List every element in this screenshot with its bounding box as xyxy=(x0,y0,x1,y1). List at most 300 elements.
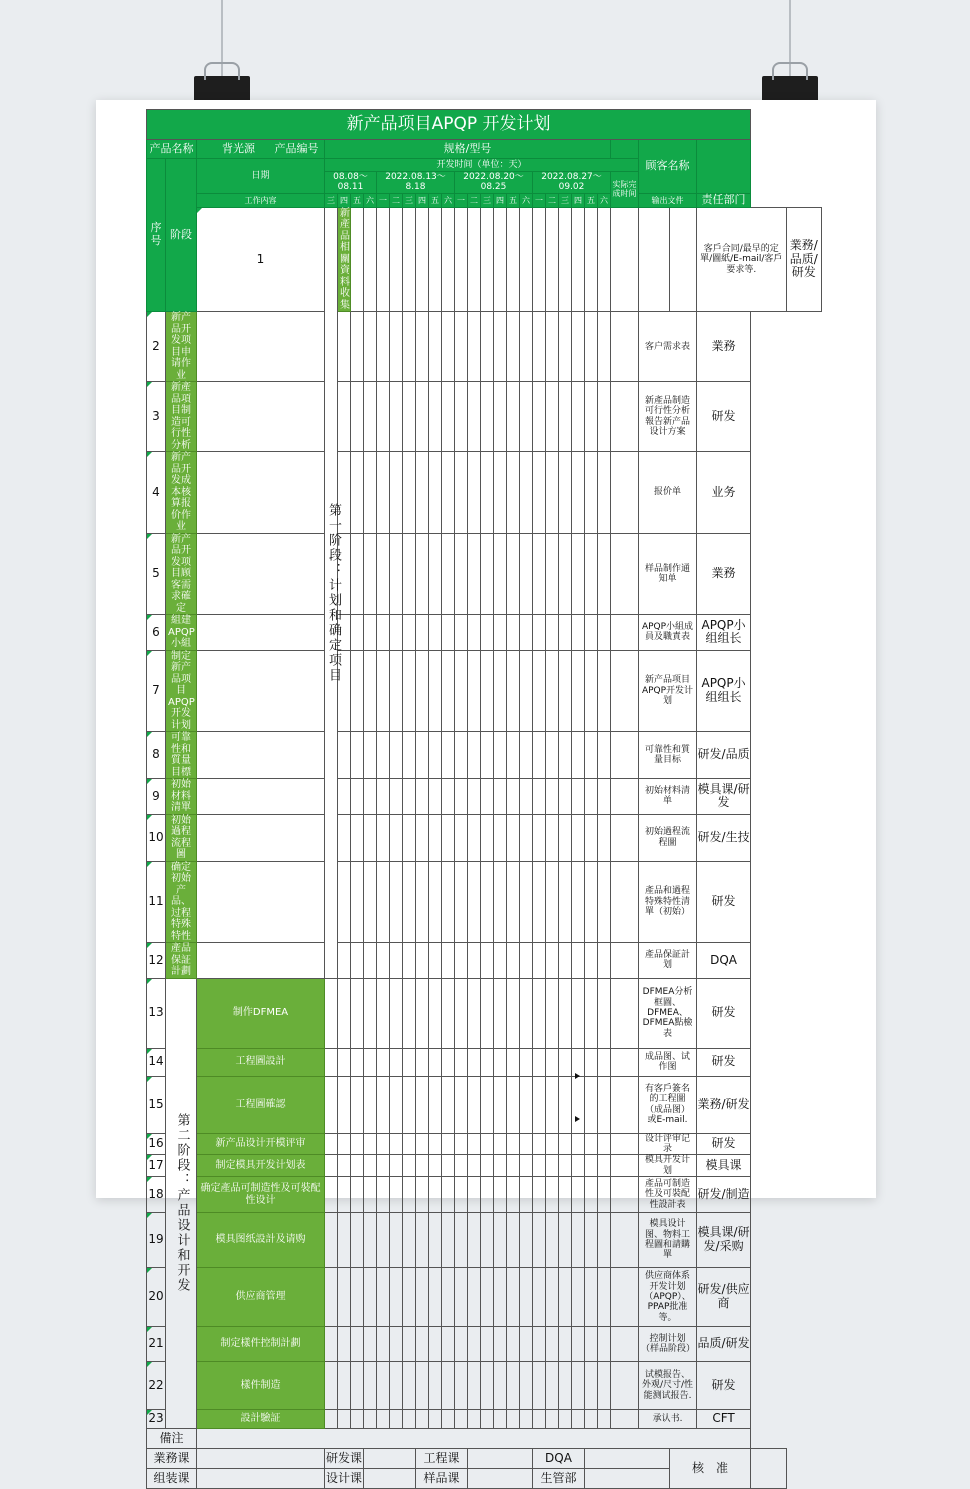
schedule-cell[interactable] xyxy=(390,732,403,779)
schedule-cell[interactable] xyxy=(468,452,481,534)
actual-cell[interactable] xyxy=(611,732,639,779)
schedule-cell[interactable] xyxy=(598,861,611,943)
schedule-cell[interactable] xyxy=(416,1327,429,1362)
schedule-cell[interactable] xyxy=(364,943,377,979)
schedule-cell[interactable] xyxy=(546,382,559,452)
schedule-cell[interactable] xyxy=(520,1410,533,1429)
signoff-signature[interactable] xyxy=(364,1469,416,1489)
schedule-cell[interactable] xyxy=(455,861,468,943)
schedule-cell[interactable] xyxy=(572,1076,585,1133)
schedule-cell[interactable] xyxy=(429,1362,442,1410)
schedule-cell[interactable] xyxy=(429,452,442,534)
schedule-cell[interactable] xyxy=(377,650,390,732)
schedule-cell[interactable] xyxy=(351,978,364,1048)
schedule-cell[interactable] xyxy=(442,779,455,815)
schedule-cell[interactable] xyxy=(468,382,481,452)
schedule-cell[interactable] xyxy=(390,650,403,732)
schedule-cell[interactable] xyxy=(442,1362,455,1410)
schedule-cell[interactable] xyxy=(481,1048,494,1076)
schedule-cell[interactable] xyxy=(377,615,390,651)
schedule-cell[interactable] xyxy=(572,978,585,1048)
schedule-cell[interactable] xyxy=(585,1268,598,1327)
schedule-cell[interactable] xyxy=(377,452,390,534)
actual-cell[interactable] xyxy=(611,452,639,534)
schedule-cell[interactable] xyxy=(520,207,533,312)
schedule-cell[interactable] xyxy=(533,1410,546,1429)
schedule-cell[interactable] xyxy=(416,861,429,943)
schedule-cell[interactable] xyxy=(442,1076,455,1133)
schedule-cell[interactable] xyxy=(533,978,546,1048)
schedule-cell[interactable] xyxy=(351,861,364,943)
schedule-cell[interactable] xyxy=(403,1133,416,1155)
schedule-cell[interactable] xyxy=(429,814,442,861)
actual-cell[interactable] xyxy=(611,1327,639,1362)
schedule-cell[interactable] xyxy=(455,779,468,815)
schedule-cell[interactable] xyxy=(546,452,559,534)
schedule-cell[interactable] xyxy=(598,1327,611,1362)
schedule-cell[interactable] xyxy=(559,814,572,861)
schedule-cell[interactable] xyxy=(507,1213,520,1268)
signoff-signature[interactable] xyxy=(364,1449,416,1469)
schedule-cell[interactable] xyxy=(598,1213,611,1268)
schedule-cell[interactable] xyxy=(377,1268,390,1327)
schedule-cell[interactable] xyxy=(338,732,351,779)
schedule-cell[interactable] xyxy=(559,861,572,943)
schedule-cell[interactable] xyxy=(364,452,377,534)
schedule-cell[interactable] xyxy=(468,732,481,779)
schedule-cell[interactable] xyxy=(559,1177,572,1213)
schedule-cell[interactable] xyxy=(429,1410,442,1429)
schedule-cell[interactable] xyxy=(351,1410,364,1429)
schedule-cell[interactable] xyxy=(533,1048,546,1076)
schedule-cell[interactable] xyxy=(585,452,598,534)
schedule-cell[interactable] xyxy=(403,1268,416,1327)
schedule-cell[interactable] xyxy=(468,1362,481,1410)
actual-cell[interactable] xyxy=(611,1076,639,1133)
schedule-cell[interactable] xyxy=(533,1177,546,1213)
schedule-cell[interactable] xyxy=(390,452,403,534)
schedule-cell[interactable] xyxy=(364,1213,377,1268)
schedule-cell[interactable] xyxy=(325,1076,338,1133)
schedule-cell[interactable] xyxy=(390,1362,403,1410)
schedule-cell[interactable] xyxy=(481,1076,494,1133)
schedule-cell[interactable] xyxy=(559,1076,572,1133)
schedule-cell[interactable] xyxy=(533,1213,546,1268)
schedule-cell[interactable] xyxy=(455,650,468,732)
schedule-cell[interactable] xyxy=(390,943,403,979)
schedule-cell[interactable] xyxy=(377,1177,390,1213)
schedule-cell[interactable] xyxy=(364,1076,377,1133)
schedule-cell[interactable] xyxy=(338,943,351,979)
schedule-cell[interactable] xyxy=(598,1076,611,1133)
schedule-cell[interactable] xyxy=(197,615,325,651)
schedule-cell[interactable] xyxy=(390,1155,403,1177)
schedule-cell[interactable] xyxy=(325,1327,338,1362)
schedule-cell[interactable] xyxy=(338,861,351,943)
schedule-cell[interactable] xyxy=(494,943,507,979)
schedule-cell[interactable] xyxy=(325,1410,338,1429)
task-cell[interactable]: 設計驗証 xyxy=(197,1410,325,1429)
schedule-cell[interactable] xyxy=(403,1155,416,1177)
schedule-cell[interactable] xyxy=(572,861,585,943)
schedule-cell[interactable] xyxy=(598,1048,611,1076)
schedule-cell[interactable] xyxy=(390,1076,403,1133)
schedule-cell[interactable] xyxy=(572,1268,585,1327)
schedule-cell[interactable] xyxy=(416,1177,429,1213)
schedule-cell[interactable] xyxy=(364,615,377,651)
schedule-cell[interactable] xyxy=(442,943,455,979)
schedule-cell[interactable] xyxy=(338,1177,351,1213)
schedule-cell[interactable] xyxy=(481,1155,494,1177)
customer-value[interactable] xyxy=(697,140,751,194)
schedule-cell[interactable] xyxy=(520,615,533,651)
actual-cell[interactable] xyxy=(611,1048,639,1076)
schedule-cell[interactable] xyxy=(377,1213,390,1268)
schedule-cell[interactable] xyxy=(546,1177,559,1213)
schedule-cell[interactable] xyxy=(520,452,533,534)
schedule-cell[interactable] xyxy=(598,207,611,312)
schedule-cell[interactable] xyxy=(507,943,520,979)
schedule-cell[interactable] xyxy=(390,1133,403,1155)
schedule-cell[interactable] xyxy=(338,382,351,452)
schedule-cell[interactable] xyxy=(442,1213,455,1268)
schedule-cell[interactable] xyxy=(507,1133,520,1155)
schedule-cell[interactable] xyxy=(611,207,639,312)
task-cell[interactable]: 新产品设计开模评审 xyxy=(197,1133,325,1155)
schedule-cell[interactable] xyxy=(481,1133,494,1155)
task-cell[interactable]: 初始材料清單 xyxy=(166,779,197,815)
schedule-cell[interactable] xyxy=(377,1410,390,1429)
schedule-cell[interactable] xyxy=(416,1410,429,1429)
schedule-cell[interactable] xyxy=(598,1268,611,1327)
schedule-cell[interactable] xyxy=(481,1327,494,1362)
schedule-cell[interactable] xyxy=(429,1076,442,1133)
schedule-cell[interactable] xyxy=(598,978,611,1048)
schedule-cell[interactable] xyxy=(468,650,481,732)
schedule-cell[interactable] xyxy=(598,1410,611,1429)
schedule-cell[interactable] xyxy=(351,1155,364,1177)
schedule-cell[interactable] xyxy=(364,312,377,382)
schedule-cell[interactable] xyxy=(442,814,455,861)
actual-cell[interactable] xyxy=(611,1268,639,1327)
schedule-cell[interactable] xyxy=(494,1327,507,1362)
schedule-cell[interactable] xyxy=(481,1177,494,1213)
task-cell[interactable]: 新产品开发项目申请作业 xyxy=(166,312,197,382)
schedule-cell[interactable] xyxy=(364,978,377,1048)
schedule-cell[interactable] xyxy=(364,1155,377,1177)
schedule-cell[interactable] xyxy=(507,312,520,382)
schedule-cell[interactable] xyxy=(429,1177,442,1213)
schedule-cell[interactable] xyxy=(520,1268,533,1327)
task-cell[interactable]: 新產品相關資料收集 xyxy=(338,207,351,312)
schedule-cell[interactable] xyxy=(546,814,559,861)
actual-cell[interactable] xyxy=(611,978,639,1048)
schedule-cell[interactable] xyxy=(507,1410,520,1429)
schedule-cell[interactable] xyxy=(351,1076,364,1133)
schedule-cell[interactable] xyxy=(585,814,598,861)
schedule-cell[interactable] xyxy=(546,615,559,651)
schedule-cell[interactable] xyxy=(351,382,364,452)
schedule-cell[interactable] xyxy=(403,779,416,815)
task-cell[interactable]: 制作DFMEA xyxy=(197,978,325,1048)
schedule-cell[interactable] xyxy=(442,1133,455,1155)
schedule-cell[interactable] xyxy=(559,382,572,452)
schedule-cell[interactable] xyxy=(468,533,481,615)
schedule-cell[interactable] xyxy=(572,779,585,815)
schedule-cell[interactable] xyxy=(442,207,455,312)
schedule-cell[interactable] xyxy=(468,1048,481,1076)
schedule-cell[interactable] xyxy=(559,978,572,1048)
schedule-cell[interactable] xyxy=(416,1076,429,1133)
schedule-cell[interactable] xyxy=(598,1133,611,1155)
schedule-cell[interactable] xyxy=(494,1133,507,1155)
schedule-cell[interactable] xyxy=(598,312,611,382)
schedule-cell[interactable] xyxy=(546,1410,559,1429)
schedule-cell[interactable] xyxy=(481,1362,494,1410)
schedule-cell[interactable] xyxy=(403,861,416,943)
schedule-cell[interactable] xyxy=(507,978,520,1048)
task-cell[interactable]: 新产品开发成本核算报价作业 xyxy=(166,452,197,534)
schedule-cell[interactable] xyxy=(403,650,416,732)
schedule-cell[interactable] xyxy=(585,615,598,651)
schedule-cell[interactable] xyxy=(403,1362,416,1410)
signoff-signature[interactable] xyxy=(585,1449,670,1469)
schedule-cell[interactable] xyxy=(390,1213,403,1268)
schedule-cell[interactable] xyxy=(494,650,507,732)
schedule-cell[interactable] xyxy=(572,650,585,732)
schedule-cell[interactable] xyxy=(559,732,572,779)
schedule-cell[interactable] xyxy=(572,207,585,312)
remark-value[interactable] xyxy=(197,1429,751,1449)
schedule-cell[interactable] xyxy=(442,382,455,452)
schedule-cell[interactable] xyxy=(364,861,377,943)
task-cell[interactable]: 制定新产品项目APQP开发计划 xyxy=(166,650,197,732)
schedule-cell[interactable] xyxy=(533,650,546,732)
schedule-cell[interactable] xyxy=(325,1213,338,1268)
schedule-cell[interactable] xyxy=(364,1133,377,1155)
schedule-cell[interactable] xyxy=(416,732,429,779)
schedule-cell[interactable] xyxy=(585,533,598,615)
task-cell[interactable]: 初始過程流程圖 xyxy=(166,814,197,861)
schedule-cell[interactable] xyxy=(416,452,429,534)
schedule-cell[interactable] xyxy=(546,1213,559,1268)
schedule-cell[interactable] xyxy=(377,533,390,615)
schedule-cell[interactable] xyxy=(559,1213,572,1268)
task-cell[interactable]: 工程圖確認 xyxy=(197,1076,325,1133)
schedule-cell[interactable] xyxy=(403,1177,416,1213)
actual-cell[interactable] xyxy=(611,1133,639,1155)
task-cell[interactable]: 樣件制造 xyxy=(197,1362,325,1410)
schedule-cell[interactable] xyxy=(585,943,598,979)
schedule-cell[interactable] xyxy=(533,1268,546,1327)
schedule-cell[interactable] xyxy=(546,732,559,779)
schedule-cell[interactable] xyxy=(377,312,390,382)
schedule-cell[interactable] xyxy=(533,779,546,815)
schedule-cell[interactable] xyxy=(559,452,572,534)
schedule-cell[interactable] xyxy=(507,207,520,312)
schedule-cell[interactable] xyxy=(585,779,598,815)
schedule-cell[interactable] xyxy=(325,1048,338,1076)
schedule-cell[interactable] xyxy=(197,943,325,979)
schedule-cell[interactable] xyxy=(533,1076,546,1133)
schedule-cell[interactable] xyxy=(533,533,546,615)
schedule-cell[interactable] xyxy=(494,452,507,534)
approve-signature[interactable] xyxy=(751,1449,786,1489)
schedule-cell[interactable] xyxy=(403,615,416,651)
schedule-cell[interactable] xyxy=(520,1327,533,1362)
schedule-cell[interactable] xyxy=(338,312,351,382)
schedule-cell[interactable] xyxy=(455,452,468,534)
schedule-cell[interactable] xyxy=(338,1410,351,1429)
schedule-cell[interactable] xyxy=(520,861,533,943)
schedule-cell[interactable] xyxy=(559,533,572,615)
schedule-cell[interactable] xyxy=(429,978,442,1048)
schedule-cell[interactable] xyxy=(338,1155,351,1177)
schedule-cell[interactable] xyxy=(338,1213,351,1268)
signoff-signature[interactable] xyxy=(585,1469,670,1489)
schedule-cell[interactable] xyxy=(429,1048,442,1076)
schedule-cell[interactable] xyxy=(455,1327,468,1362)
schedule-cell[interactable] xyxy=(364,1268,377,1327)
schedule-cell[interactable] xyxy=(507,1048,520,1076)
schedule-cell[interactable] xyxy=(559,1362,572,1410)
schedule-cell[interactable] xyxy=(429,650,442,732)
schedule-cell[interactable] xyxy=(585,312,598,382)
schedule-cell[interactable] xyxy=(559,207,572,312)
product-name-value[interactable]: 背光源 xyxy=(222,141,255,155)
schedule-cell[interactable] xyxy=(390,312,403,382)
schedule-cell[interactable] xyxy=(338,814,351,861)
schedule-cell[interactable] xyxy=(585,1410,598,1429)
schedule-cell[interactable] xyxy=(351,452,364,534)
schedule-cell[interactable] xyxy=(481,1213,494,1268)
actual-cell[interactable] xyxy=(611,1410,639,1429)
schedule-cell[interactable] xyxy=(455,1213,468,1268)
schedule-cell[interactable] xyxy=(351,814,364,861)
schedule-cell[interactable] xyxy=(572,1410,585,1429)
schedule-cell[interactable] xyxy=(455,943,468,979)
schedule-cell[interactable] xyxy=(494,533,507,615)
schedule-cell[interactable] xyxy=(533,1327,546,1362)
schedule-cell[interactable] xyxy=(572,1177,585,1213)
schedule-cell[interactable] xyxy=(197,732,325,779)
schedule-cell[interactable] xyxy=(507,1327,520,1362)
schedule-cell[interactable] xyxy=(494,779,507,815)
schedule-cell[interactable] xyxy=(546,1155,559,1177)
schedule-cell[interactable] xyxy=(455,1133,468,1155)
schedule-cell[interactable] xyxy=(468,1133,481,1155)
actual-cell[interactable] xyxy=(611,1177,639,1213)
schedule-cell[interactable] xyxy=(533,1133,546,1155)
schedule-cell[interactable] xyxy=(351,1133,364,1155)
schedule-cell[interactable] xyxy=(416,978,429,1048)
schedule-cell[interactable] xyxy=(533,452,546,534)
task-cell[interactable]: 新產品項目制造可行性分析 xyxy=(166,382,197,452)
schedule-cell[interactable] xyxy=(416,814,429,861)
task-cell[interactable]: 模具图纸設計及请购 xyxy=(197,1213,325,1268)
task-cell[interactable]: 組建APQP小組 xyxy=(166,615,197,651)
schedule-cell[interactable] xyxy=(598,650,611,732)
schedule-cell[interactable] xyxy=(325,1133,338,1155)
schedule-cell[interactable] xyxy=(481,533,494,615)
schedule-cell[interactable] xyxy=(416,1362,429,1410)
task-cell[interactable]: 制定樣件控制計劃 xyxy=(197,1327,325,1362)
schedule-cell[interactable] xyxy=(351,615,364,651)
schedule-cell[interactable] xyxy=(403,943,416,979)
schedule-cell[interactable] xyxy=(390,615,403,651)
schedule-cell[interactable] xyxy=(197,861,325,943)
schedule-cell[interactable] xyxy=(559,615,572,651)
schedule-cell[interactable] xyxy=(468,1155,481,1177)
schedule-cell[interactable] xyxy=(494,1268,507,1327)
schedule-cell[interactable] xyxy=(572,382,585,452)
schedule-cell[interactable] xyxy=(377,943,390,979)
task-cell[interactable]: 可靠性和質量目標 xyxy=(166,732,197,779)
schedule-cell[interactable] xyxy=(390,533,403,615)
schedule-cell[interactable] xyxy=(390,207,403,312)
schedule-cell[interactable] xyxy=(559,312,572,382)
schedule-cell[interactable] xyxy=(416,533,429,615)
schedule-cell[interactable] xyxy=(572,615,585,651)
schedule-cell[interactable] xyxy=(351,1048,364,1076)
schedule-cell[interactable] xyxy=(390,1048,403,1076)
schedule-cell[interactable] xyxy=(455,207,468,312)
schedule-cell[interactable] xyxy=(197,382,325,452)
schedule-cell[interactable] xyxy=(507,814,520,861)
schedule-cell[interactable] xyxy=(390,861,403,943)
schedule-cell[interactable] xyxy=(351,1213,364,1268)
schedule-cell[interactable] xyxy=(598,1362,611,1410)
schedule-cell[interactable] xyxy=(338,1048,351,1076)
schedule-cell[interactable] xyxy=(442,1410,455,1429)
schedule-cell[interactable] xyxy=(572,1362,585,1410)
schedule-cell[interactable] xyxy=(455,814,468,861)
schedule-cell[interactable] xyxy=(351,1362,364,1410)
schedule-cell[interactable] xyxy=(572,1048,585,1076)
schedule-cell[interactable] xyxy=(403,814,416,861)
schedule-cell[interactable] xyxy=(416,207,429,312)
schedule-cell[interactable] xyxy=(351,1177,364,1213)
schedule-cell[interactable] xyxy=(520,533,533,615)
actual-cell[interactable] xyxy=(611,650,639,732)
schedule-cell[interactable] xyxy=(559,1268,572,1327)
actual-cell[interactable] xyxy=(670,207,697,312)
schedule-cell[interactable] xyxy=(546,1076,559,1133)
schedule-cell[interactable] xyxy=(507,533,520,615)
schedule-cell[interactable] xyxy=(533,1155,546,1177)
schedule-cell[interactable] xyxy=(455,732,468,779)
schedule-cell[interactable] xyxy=(481,382,494,452)
schedule-cell[interactable] xyxy=(416,1155,429,1177)
schedule-cell[interactable] xyxy=(481,1268,494,1327)
schedule-cell[interactable] xyxy=(338,1076,351,1133)
actual-cell[interactable] xyxy=(611,1213,639,1268)
schedule-cell[interactable] xyxy=(403,207,416,312)
schedule-cell[interactable] xyxy=(507,1155,520,1177)
schedule-cell[interactable] xyxy=(533,943,546,979)
schedule-cell[interactable] xyxy=(481,312,494,382)
schedule-cell[interactable] xyxy=(507,452,520,534)
schedule-cell[interactable] xyxy=(390,814,403,861)
schedule-cell[interactable] xyxy=(455,1048,468,1076)
schedule-cell[interactable] xyxy=(559,1133,572,1155)
schedule-cell[interactable] xyxy=(364,814,377,861)
schedule-cell[interactable] xyxy=(377,1076,390,1133)
schedule-cell[interactable] xyxy=(494,814,507,861)
schedule-cell[interactable] xyxy=(598,452,611,534)
schedule-cell[interactable] xyxy=(442,1177,455,1213)
schedule-cell[interactable] xyxy=(468,207,481,312)
